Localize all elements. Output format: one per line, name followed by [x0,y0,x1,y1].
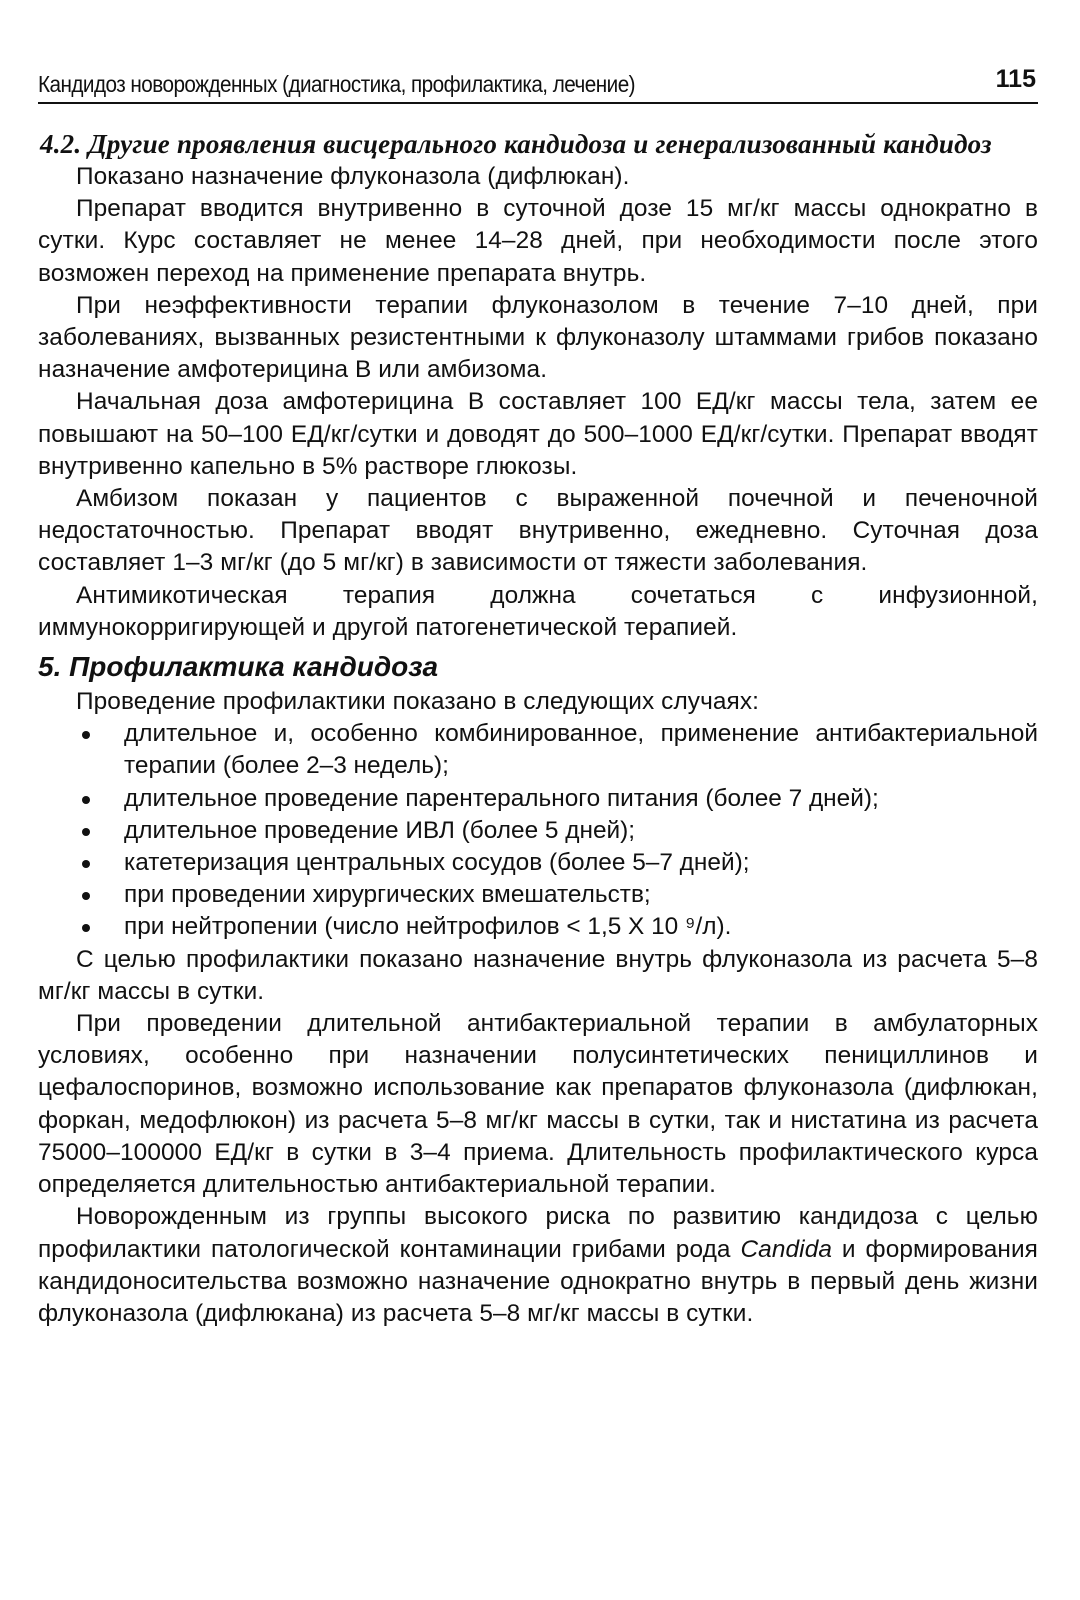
paragraph: Показано назначение флуконазола (дифлюкан). [76,163,630,190]
subsection-title: 4.2. Другие проявления висцерального кандидоза и генерализованный кандидоз [40,129,992,159]
list-item-text: катетеризация центральных сосудов (более 5–7 дней); [124,849,750,877]
bullet-icon [82,892,90,900]
paragraph: Начальная доза амфотерицина В составляет 100 ЕД/кг массы тела, затем ее повышают на 50–100 ЕД/кг/сутки и доводят до 500–1000 ЕД/кг/сутки. Препарат вводят внутривенно капельно в 5% растворе глюкозы. [38,388,1038,480]
bullet-icon [82,796,90,804]
running-title: Кандидоз новорожденных (диагностика, профилактика, лечение) [38,71,636,97]
paragraph: Препарат вводится внутривенно в суточной дозе 15 мг/кг массы однократно в сутки. Курс составляет не менее 14–28 дней, при необходимости после этого возможен переход на применение препарата внутрь. [38,195,1038,287]
subsection-body [38,161,1038,644]
paragraph: При проведении длительной антибактериальной терапии в амбулаторных условиях, особенно при назначении полусинтетических пенициллинов и цефалоспоринов, возможно использование как препаратов флуконазола (дифлюкан, форкан, медофлюкон) из расчета 5–8 мг/кг массы в сутки, так и нистатина из расчета 75000–100000 ЕД/кг в сутки в 3–4 приема. Длительность профилактического курса определяется длительностью антибактериальной терапии. [38,1010,1038,1199]
list-item-text: при проведении хирургических вмешательств; [124,881,651,909]
bullet-icon [82,860,90,868]
bullet-icon [82,924,90,932]
section-intro: Проведение профилактики показано в следующих случаях: [76,688,760,716]
list-item [38,815,1038,847]
indications-list [38,718,1038,943]
list-item-text: длительное проведение парентерального питания (более 7 дней); [124,784,879,812]
paragraph: Амбизом показан у пациентов с выраженной почечной и печеночной недостаточностью. Препарат вводят внутривенно, ежедневно. Суточная доза составляет 1–3 мг/кг (до 5 мг/кг) в зависимости от тяжести заболевания. [38,485,1038,577]
bullet-icon [82,828,90,836]
list-item-text: при нейтропении (число нейтрофилов < 1,5 Х 10 ⁹/л). [124,913,732,941]
paragraph-text-after: и формирования кандидоносительства возможно назначение однократно внутрь в первый день жизни флуконазола (дифлюкана) из расчета 5–8 мг/кг массы в сутки. [38,1235,1038,1327]
list-item [38,911,1038,943]
section-title: 5. Профилактика кандидоза [38,651,439,683]
paragraph-text-before: Новорожденным из группы высокого риска по развитию кандидоза с целью профилактики патологической контаминации грибами рода [38,1203,1038,1263]
book-page [38,58,1038,1330]
page-number: 115 [995,65,1036,93]
section-body [38,686,1038,1330]
list-item [38,718,1038,782]
bullet-icon [82,731,90,739]
genus-name: Candida [740,1235,833,1263]
paragraph-with-genus [38,1201,1038,1330]
list-item-text: длительное проведение ИВЛ (более 5 дней); [124,816,636,844]
paragraph: Антимикотическая терапия должна сочетаться с инфузионной, иммунокорригирующей и другой патогенетической терапией. [38,581,1038,641]
list-item-text: длительное и, особенно комбинированное, применение антибактериальной терапии (более 2–3 недель); [124,720,1038,780]
list-item [38,847,1038,879]
list-item [38,783,1038,815]
paragraph: С целью профилактики показано назначение внутрь флуконазола из расчета 5–8 мг/кг массы в сутки. [38,945,1038,1005]
paragraph: При неэффективности терапии флуконазолом в течение 7–10 дней, при заболеваниях, вызванных резистентными к флуконазолу штаммами грибов показано назначение амфотерицина В или амбизома. [38,291,1038,384]
list-item [38,879,1038,911]
running-header [38,58,1038,104]
